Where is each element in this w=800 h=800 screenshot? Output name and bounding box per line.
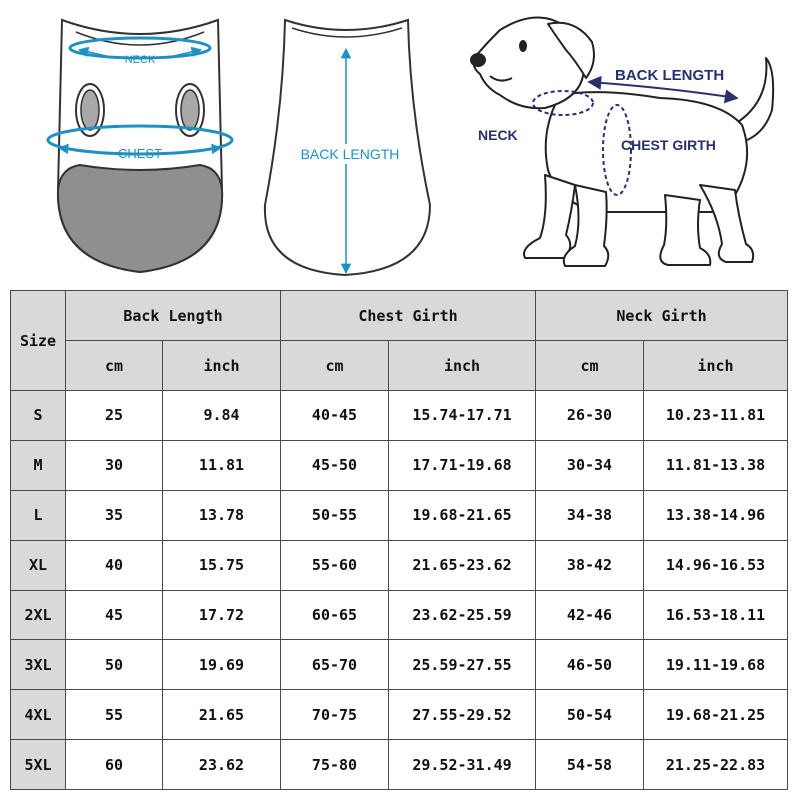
shirt-chest-label: CHEST (117, 146, 163, 161)
measurement-cell: 19.11-19.68 (644, 640, 788, 690)
measurement-cell: 40 (66, 540, 163, 590)
measurement-cell: 16.53-18.11 (644, 590, 788, 640)
dog-neck-label: NECK (478, 127, 518, 143)
measurement-cell: 23.62-25.59 (389, 590, 536, 640)
measurement-cell: 11.81 (163, 440, 281, 490)
measurement-cell: 50 (66, 640, 163, 690)
measurement-cell: 30 (66, 440, 163, 490)
measurement-cell: 29.52-31.49 (389, 740, 536, 790)
unit-header: inch (163, 341, 281, 391)
unit-header: cm (66, 341, 163, 391)
dog-back-length-label: BACK LENGTH (615, 67, 725, 84)
size-header: Size (11, 291, 66, 391)
table-row (11, 640, 788, 690)
size-chart-table (10, 290, 788, 790)
size-cell: S (11, 391, 66, 441)
size-cell: XL (11, 540, 66, 590)
measurement-cell: 17.72 (163, 590, 281, 640)
measurement-cell: 14.96-16.53 (644, 540, 788, 590)
measurement-cell: 65-70 (281, 640, 389, 690)
measurement-cell: 34-38 (536, 490, 644, 540)
measurement-cell: 23.62 (163, 740, 281, 790)
table-row (11, 440, 788, 490)
table-row (11, 490, 788, 540)
measurement-cell: 11.81-13.38 (644, 440, 788, 490)
measurement-cell: 55 (66, 690, 163, 740)
measurement-cell: 38-42 (536, 540, 644, 590)
shirt-front-drawing (48, 20, 232, 272)
measurement-cell: 46-50 (536, 640, 644, 690)
measurement-cell: 13.78 (163, 490, 281, 540)
measurement-cell: 30-34 (536, 440, 644, 490)
table-row (11, 740, 788, 790)
measurement-cell: 13.38-14.96 (644, 490, 788, 540)
measurement-cell: 25 (66, 391, 163, 441)
shirt-back-length-label: BACK LENGTH (300, 146, 400, 162)
shirt-neck-label: NECK (124, 54, 156, 66)
unit-header: cm (281, 341, 389, 391)
shirt-back-drawing (265, 20, 430, 275)
measurement-cell: 19.69 (163, 640, 281, 690)
table-row (11, 590, 788, 640)
measurement-cell: 21.65-23.62 (389, 540, 536, 590)
unit-header: inch (644, 341, 788, 391)
measurement-cell: 70-75 (281, 690, 389, 740)
neck-girth-header: Neck Girth (536, 291, 788, 341)
size-rows (11, 391, 788, 790)
measurement-cell: 54-58 (536, 740, 644, 790)
measurement-cell: 45-50 (281, 440, 389, 490)
size-cell: 3XL (11, 640, 66, 690)
size-cell: 5XL (11, 740, 66, 790)
size-cell: M (11, 440, 66, 490)
table-row (11, 391, 788, 441)
measurement-cell: 19.68-21.65 (389, 490, 536, 540)
measurement-cell: 50-54 (536, 690, 644, 740)
measurement-cell: 17.71-19.68 (389, 440, 536, 490)
measurement-cell: 19.68-21.25 (644, 690, 788, 740)
measurement-cell: 35 (66, 490, 163, 540)
measurement-cell: 10.23-11.81 (644, 391, 788, 441)
measurement-cell: 25.59-27.55 (389, 640, 536, 690)
measurement-cell: 60-65 (281, 590, 389, 640)
measurement-cell: 21.25-22.83 (644, 740, 788, 790)
measurement-cell: 40-45 (281, 391, 389, 441)
table-row (11, 690, 788, 740)
measurement-cell: 21.65 (163, 690, 281, 740)
size-cell: 2XL (11, 590, 66, 640)
measurement-cell: 15.75 (163, 540, 281, 590)
unit-header: inch (389, 341, 536, 391)
unit-header: cm (536, 341, 644, 391)
measurement-cell: 75-80 (281, 740, 389, 790)
measurement-cell: 26-30 (536, 391, 644, 441)
measurement-illustration (0, 0, 800, 285)
measurement-cell: 50-55 (281, 490, 389, 540)
size-cell: L (11, 490, 66, 540)
measurement-cell: 27.55-29.52 (389, 690, 536, 740)
size-cell: 4XL (11, 690, 66, 740)
measurement-cell: 15.74-17.71 (389, 391, 536, 441)
measurement-cell: 60 (66, 740, 163, 790)
table-row (11, 540, 788, 590)
chest-girth-header: Chest Girth (281, 291, 536, 341)
measurement-cell: 55-60 (281, 540, 389, 590)
measurement-cell: 9.84 (163, 391, 281, 441)
measurement-cell: 45 (66, 590, 163, 640)
dog-chest-girth-label: CHEST GIRTH (621, 137, 716, 153)
back-length-header: Back Length (66, 291, 281, 341)
measurement-cell: 42-46 (536, 590, 644, 640)
